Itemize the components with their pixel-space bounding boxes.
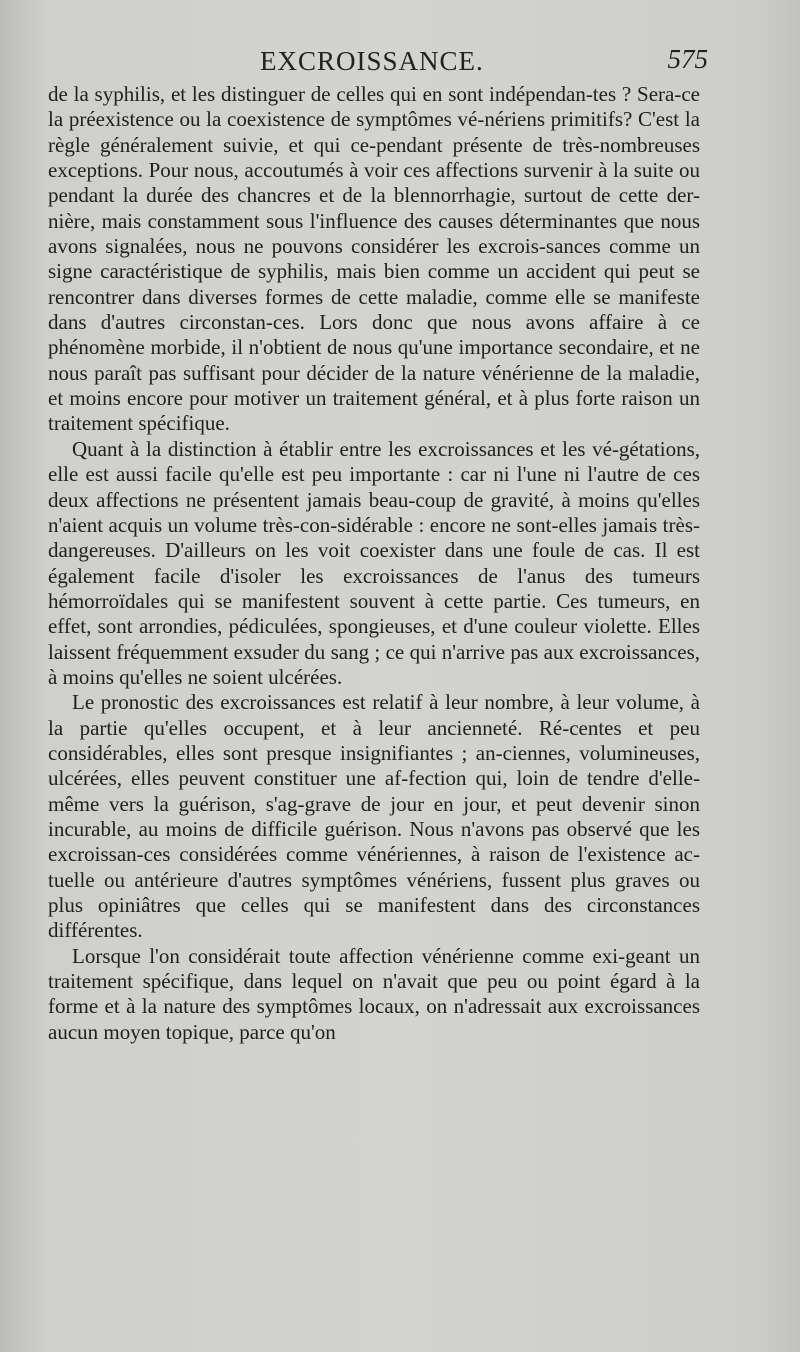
paragraph-4: Lorsque l'on considérait toute affection vénérienne comme exi-geant un traitement spécifique, dans lequel on n'avait que peu ou point égard à la forme et à la nature des symptômes locaux, on n'adressait aux excroissances aucun moyen topique, parce qu'on xyxy=(48,943,700,1044)
page-number: 575 xyxy=(667,44,708,74)
body-text xyxy=(48,82,700,1045)
paragraph-2: Quant à la distinction à établir entre les excroissances et les vé-gétations, elle est aussi facile qu'elle est peu importante : car ni l'une ni l'autre de ces deux affections ne présentent jamais beau-coup de gravité, à moins qu'elles n'aient acquis un volume très-con-sidérable : encore ne sont-elles jamais très-dangereuses. D'ailleurs on les voit coexister dans une foule de cas. Il est également facile d'isoler les excroissances de l'anus des tumeurs hémorroïdales qui se manifestent souvent à cette partie. Ces tumeurs, en effet, sont arrondies, pédiculées, spongieuses, et d'une couleur violette. Elles laissent fréquemment exsuder du sang ; ce qui n'arrive pas aux excroissances, à moins qu'elles ne soient ulcérées. xyxy=(48,436,700,689)
page-header xyxy=(48,40,708,82)
paragraph-3: Le pronostic des excroissances est relatif à leur nombre, à leur volume, à la partie qu'elles occupent, et à leur ancienneté. Ré-centes et peu considérables, elles sont presque insignifiantes ; an-ciennes, volumineuses, ulcérées, elles peuvent constituer une af-fection qui, loin de tendre d'elle-même vers la guérison, s'ag-grave de jour en jour, et peut devenir sinon incurable, au moins de difficile guérison. Nous n'avons pas observé que les excroissan-ces considérées comme vénériennes, à raison de l'existence ac-tuelle ou antérieure d'autres symptômes vénériens, fussent plus graves ou plus opiniâtres que celles qui se manifestent dans des circonstances différentes. xyxy=(48,690,700,943)
running-head: EXCROISSANCE. xyxy=(260,46,484,76)
paragraph-1: de la syphilis, et les distinguer de celles qui en sont indépendan-tes ? Sera-ce la préexistence ou la coexistence de symptômes vé-nériens primitifs? C'est la règle généralement suivie, et qui ce-pendant présente de très-nombreuses exceptions. Pour nous, accoutumés à voir ces affections survenir à la suite ou pendant la durée des chancres et de la blennorrhagie, surtout de cette der-nière, mais constamment sous l'influence des causes déterminantes que nous avons signalées, nous ne pouvons considérer les excrois-sances comme un signe caractéristique de syphilis, mais bien comme un accident qui peut se rencontrer dans diverses formes de cette maladie, comme elle se manifeste dans d'autres circonstan-ces. Lors donc que nous avons affaire à ce phénomène morbide, il n'obtient de nous qu'une importance secondaire, et ne nous paraît pas suffisant pour décider de la nature vénérienne de la maladie, et moins encore pour motiver un traitement général, et à plus forte raison un traitement spécifique. xyxy=(48,82,700,436)
